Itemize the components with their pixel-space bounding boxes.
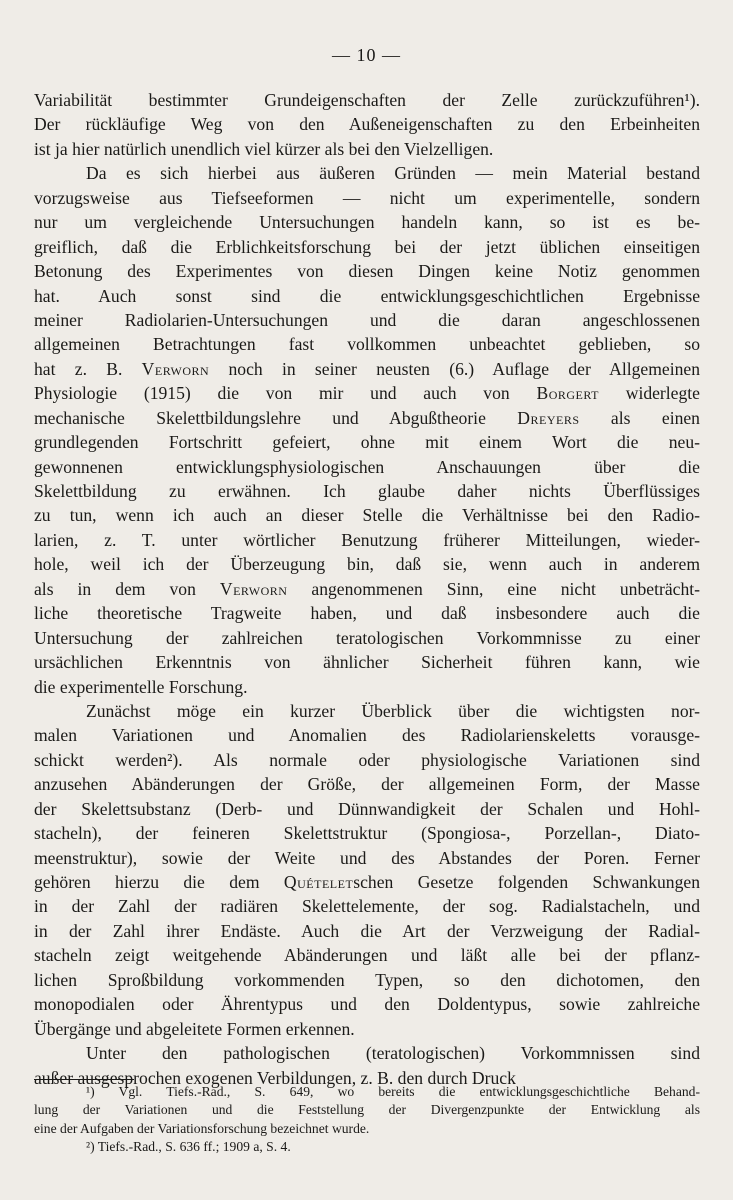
text-line: anzusehen Abänderungen der Größe, der allgemeinen Form, der Masse <box>34 774 700 795</box>
text-line: Unter den pathologischen (teratologischen) Vorkommnissen sind <box>86 1043 700 1064</box>
text-line: der Skelettsubstanz (Derb- und Dünnwandigkeit der Schalen und Hohl- <box>34 798 700 819</box>
text-line: gewonnenen entwicklungsphysiologischen Anschauungen über die <box>34 456 700 477</box>
text-line: ursächlichen Erkenntnis von ähnlicher Sicherheit führen kann, wie <box>34 652 700 673</box>
text-line: Der rückläufige Weg von den Außeneigenschaften zu den Erbeinheiten <box>34 114 700 135</box>
text-line: hole, weil ich der Überzeugung bin, daß sie, wenn auch in anderem <box>34 554 700 575</box>
text-line: Skelettbildung zu erwähnen. Ich glaube daher nichts Überflüssiges <box>34 481 700 501</box>
text-line: malen Variationen und Anomalien des Radiolarienskeletts vorausge- <box>34 725 700 746</box>
text-line: lichen Sproßbildung vorkommenden Typen, so den dichotomen, den <box>34 969 700 990</box>
text-line: Zunächst möge ein kurzer Überblick über die wichtigsten nor- <box>86 700 700 721</box>
text-line: vorzugsweise aus Tiefseeformen — nicht um experimentelle, sondern <box>34 187 700 208</box>
author-name: Verworn <box>141 358 210 379</box>
text-line: Übergänge und abgeleitete Formen erkennen. <box>34 1018 355 1039</box>
text-line: gehören hierzu die dem Quételetschen Gesetze folgenden Schwankungen <box>34 872 700 892</box>
author-name: Dreyers <box>517 407 580 428</box>
author-name: Verworn <box>219 578 288 599</box>
text-line: Untersuchung der zahlreichen teratologischen Vorkommnisse zu einer <box>34 627 700 648</box>
text-line: stacheln zeigt weitgehende Abänderungen und läßt alle bei der pflanz- <box>34 945 700 966</box>
text-line: meenstruktur), sowie der Weite und des Abstandes der Poren. Ferner <box>34 847 700 868</box>
text-line: grundlegenden Fortschritt gefeiert, ohne mit einem Wort die neu- <box>34 432 700 453</box>
text-line: als in dem von Verworn angenommenen Sinn, eine nicht unbeträcht- <box>34 578 700 599</box>
text-line: greiflich, daß die Erblichkeitsforschung bei der jetzt üblichen einseitigen <box>34 236 700 257</box>
text-line: Variabilität bestimmter Grundeigenschaften der Zelle zurückzuführen¹). <box>34 90 700 110</box>
author-name: Quételet <box>283 872 354 892</box>
footnote-divider <box>34 1079 134 1080</box>
text-line: hat z. B. Verworn noch in seiner neusten (6.) Auflage der Allgemeinen <box>34 358 700 379</box>
text-line: nur um vergleichende Untersuchungen handeln kann, so ist es be- <box>34 212 700 233</box>
text-line: stacheln), der feineren Skelettstruktur (Spongiosa-, Porzellan-, Diato- <box>34 823 700 844</box>
footnote-line: ²) Tiefs.-Rad., S. 636 ff.; 1909 a, S. 4. <box>86 1139 291 1155</box>
footnote-line: eine der Aufgaben der Variationsforschung bezeichnet wurde. <box>34 1120 370 1136</box>
text-line: meiner Radiolarien-Untersuchungen und die daran angeschlossenen <box>34 309 700 330</box>
text-line: Da es sich hierbei aus äußeren Gründen — mein Material bestand <box>86 163 700 184</box>
text-line: Physiologie (1915) die von mir und auch von Borgert widerlegte <box>34 383 700 404</box>
footnote-line: lung der Variationen und die Feststellung der Divergenzpunkte der Entwicklung als <box>34 1102 700 1118</box>
text-line: larien, z. T. unter wörtlicher Benutzung früherer Mitteilungen, wieder- <box>34 529 700 550</box>
footnote-line: ¹) Vgl. Tiefs.-Rad., S. 649, wo bereits die entwicklungsgeschichtliche Behand- <box>86 1084 700 1099</box>
text-line: außer ausgesprochen exogenen Verbildungen, z. B. den durch Druck <box>34 1067 516 1088</box>
text-line: ist ja hier natürlich unendlich viel kürzer als bei den Vielzelligen. <box>34 138 494 159</box>
text-line: monopodialen oder Ährentypus und den Doldentypus, sowie zahlreiche <box>34 994 700 1015</box>
text-line: schickt werden²). Als normale oder physiologische Variationen sind <box>34 749 700 770</box>
text-line: hat. Auch sonst sind die entwicklungsgeschichtlichen Ergebnisse <box>34 285 700 306</box>
footnotes <box>34 1083 700 1157</box>
text-line: liche theoretische Tragweite haben, und daß insbesondere auch die <box>34 603 700 624</box>
text-line: in der Zahl ihrer Endäste. Auch die Art der Verzweigung der Radial- <box>34 920 700 941</box>
text-line: allgemeinen Betrachtungen fast vollkommen unbeachtet geblieben, so <box>34 334 700 355</box>
text-line: mechanische Skelettbildungslehre und Abgußtheorie Dreyers als einen <box>34 407 700 428</box>
text-line: zu tun, wenn ich auch an dieser Stelle die Verhältnisse bei den Radio- <box>34 505 700 526</box>
page-number: — 10 — <box>332 45 401 65</box>
text-line: in der Zahl der radiären Skelettelemente, der sog. Radialstacheln, und <box>34 896 700 917</box>
body-text <box>34 88 700 1090</box>
text-line: Betonung des Experimentes von diesen Dingen keine Notiz genommen <box>34 261 700 282</box>
author-name: Borgert <box>536 383 599 404</box>
text-line: die experimentelle Forschung. <box>34 676 248 697</box>
